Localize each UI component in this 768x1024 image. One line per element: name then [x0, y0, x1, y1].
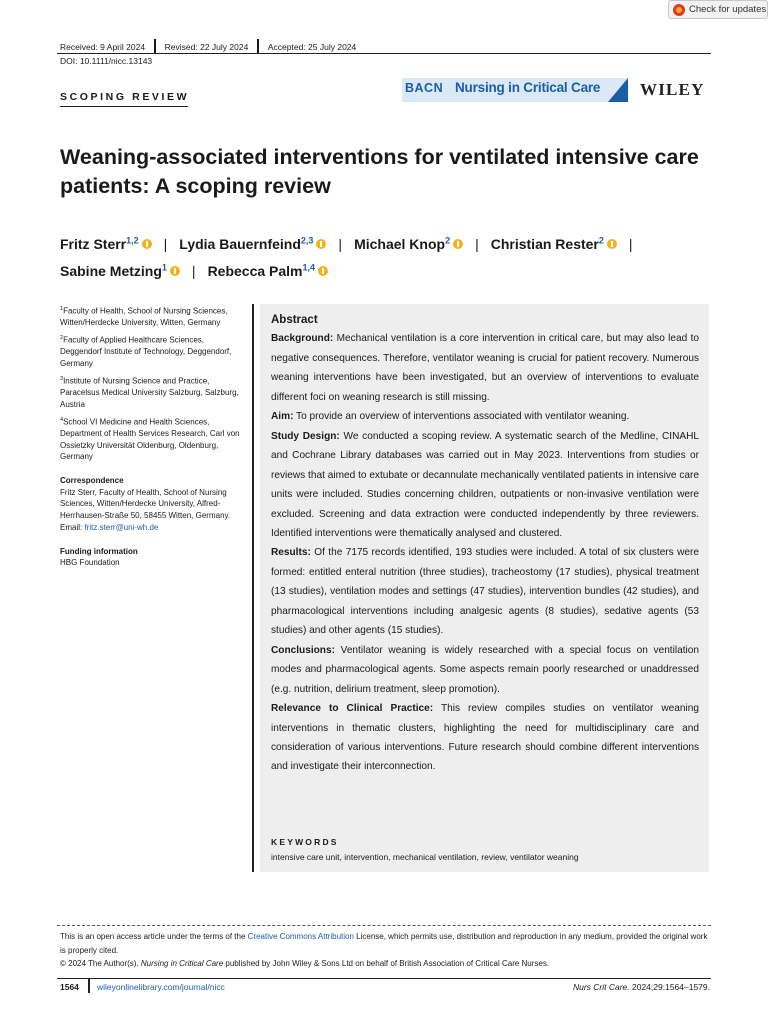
check-for-updates-label: Check for updates — [689, 4, 767, 15]
orcid-icon[interactable] — [316, 239, 326, 249]
orcid-icon[interactable] — [170, 266, 180, 276]
orcid-icon[interactable] — [318, 266, 328, 276]
email-link[interactable]: fritz.sterr@uni-wh.de — [84, 522, 159, 532]
author[interactable]: Michael Knop$^2$ — [354, 235, 451, 252]
article-dates — [60, 39, 356, 54]
abstract-background: Background: Mechanical ventilation is a core intervention in critical care, but may also lead to negative consequences. Therefore, ventilator weaning is crucial for patient recovery. Numerous weaning interventions have been investigated, but an overview of interventions to evaluate different foci on weaning research is still missing. — [271, 333, 699, 403]
footer-dashed-rule — [57, 925, 711, 926]
article-type: SCOPING REVIEW — [60, 91, 190, 103]
revised-date: Revised: 22 July 2024 — [164, 41, 249, 52]
divider — [257, 39, 259, 54]
author-list: Fritz Sterr$^{1,2}$ | Lydia Bauernfeind$^{2,3}$ | Michael Knop$^2$ | Christian Rester$^2$ | Sabine Metzing$^1$ | Rebecca Palm$^{1,4}$ — [60, 235, 633, 280]
footer-rule — [57, 978, 711, 979]
license-link[interactable]: Creative Commons Attribution — [247, 932, 354, 941]
abstract — [271, 311, 699, 777]
affiliation: $^4$School VI Medicine and Health Sciences, Department of Health Services Research, Carl von Ossietzky Universität Oldenburg, Oldenburg, Germany — [60, 416, 240, 462]
divider — [88, 979, 90, 993]
header-rule — [57, 53, 711, 54]
funding-heading: Funding information — [60, 546, 138, 556]
keywords: intensive care unit, intervention, mechanical ventilation, review, ventilator weaning — [271, 852, 579, 862]
license-text: This is an open access article under the terms of the Creative Commons Attribution License, which permits use, distribution and reproduction in any medium, provided the original work is properly cited. © 2024 The Author(s). Nursing in Critical Care published by John Wiley & Sons Ltd on behalf of British Association of Critical Care Nurses. — [60, 932, 708, 968]
affiliations-column — [60, 304, 246, 569]
abstract-design: Study Design: We conducted a scoping review. A systematic search of the Medline, CINAHL and Cochrane Library databases was carried out in May 2023. Interventions from studies or reviews that aimed to extubate or decannulate mechanically ventilated patients in intensive care units were included. Studies concerning children, outpatients or non-invasive ventilation were excluded. Screening and data extraction were conducted independently by three reviewers. Identified interventions were thematically analysed and clustered. — [271, 430, 700, 539]
abstract-aim: Aim: To provide an overview of interventions associated with ventilator weaning. — [271, 411, 630, 423]
orcid-icon[interactable] — [453, 239, 463, 249]
affiliation: $^1$Faculty of Health, School of Nursing Sciences, Witten/Herdecke University, Witten, Germany — [60, 306, 228, 328]
publisher-logo[interactable]: WILEY — [640, 80, 705, 99]
journal-url-link[interactable]: wileyonlinelibrary.com/journal/nicc — [97, 982, 225, 992]
correspondence-text: Fritz Sterr, Faculty of Health, School of Nursing Sciences, Witten/Herdecke University, Alfred-Herrhausen-Straße 50, 58455 Witten, Germany. Email: fritz.sterr@uni-wh.de — [60, 487, 231, 532]
abstract-results: Results: Of the 7175 records identified, 193 studies were included. A total of six clusters were formed: entitled enteral nutrition (three studies), tracheostomy (17 studies), physical treatment (13 studies), ventilation modes and settings (47 studies), intervention bundles (42 studies), and pharmacological interventions including analgesic agents (8 studies), sedative agents (53 studies) and other agents (15 studies). — [271, 547, 699, 637]
abstract-relevance: Relevance to Clinical Practice: This review compiles studies on ventilator weaning interventions in thematic clusters, highlighting the need for multidisciplinary care and consideration of various interventions. Future research should combine different interventions and investigate their interconnection. — [271, 703, 699, 773]
check-for-updates-button[interactable] — [668, 0, 768, 19]
orcid-icon[interactable] — [142, 239, 152, 249]
funding-text: HBG Foundation — [60, 558, 120, 568]
correspondence-heading: Correspondence — [60, 476, 124, 486]
author[interactable]: Christian Rester$^2$ — [490, 235, 604, 252]
author[interactable]: Rebecca Palm$^{1,4}$ — [207, 262, 316, 280]
author[interactable]: Fritz Sterr$^{1,2}$ — [60, 235, 139, 252]
abstract-heading: Abstract — [271, 314, 318, 326]
orcid-icon[interactable] — [607, 239, 617, 249]
author[interactable]: Lydia Bauernfeind$^{2,3}$ — [179, 235, 314, 252]
society-logo: BACN — [405, 81, 444, 95]
author[interactable]: Sabine Metzing$^1$ — [60, 262, 167, 280]
affiliation: $^3$Institute of Nursing Science and Practice, Paracelsus Medical University Salzburg, Salzburg, Austria — [60, 375, 239, 409]
article-type-rule — [60, 106, 188, 107]
affiliation: $^2$Faculty of Applied Healthcare Sciences, Deggendorf Institute of Technology, Deggendorf, Germany — [60, 335, 232, 369]
page-number: 1564 — [60, 982, 79, 992]
received-date: Received: 9 April 2024 — [60, 41, 146, 52]
column-divider — [252, 304, 254, 872]
crossmark-icon — [673, 4, 685, 16]
divider — [154, 39, 156, 54]
citation: Nurs Crit Care. 2024;29:1564–1579. — [572, 982, 710, 992]
journal-name: Nursing in Critical Care — [455, 80, 601, 95]
doi[interactable]: DOI: 10.1111/nicc.13143 — [60, 56, 153, 66]
abstract-conclusions: Conclusions: Ventilator weaning is widely researched with a special focus on ventilation modes and pharmacological agents. Some aspects remain poorly researched or unaddressed (e.g. nutrition, delirium treatment, sleep promotion). — [271, 644, 699, 695]
banner-accent — [608, 78, 628, 102]
accepted-date: Accepted: 25 July 2024 — [267, 41, 357, 52]
article-title: Weaning-associated interventions for ventilated intensive care patients: A scoping review — [60, 145, 699, 198]
keywords-heading: KEYWORDS — [271, 837, 339, 847]
